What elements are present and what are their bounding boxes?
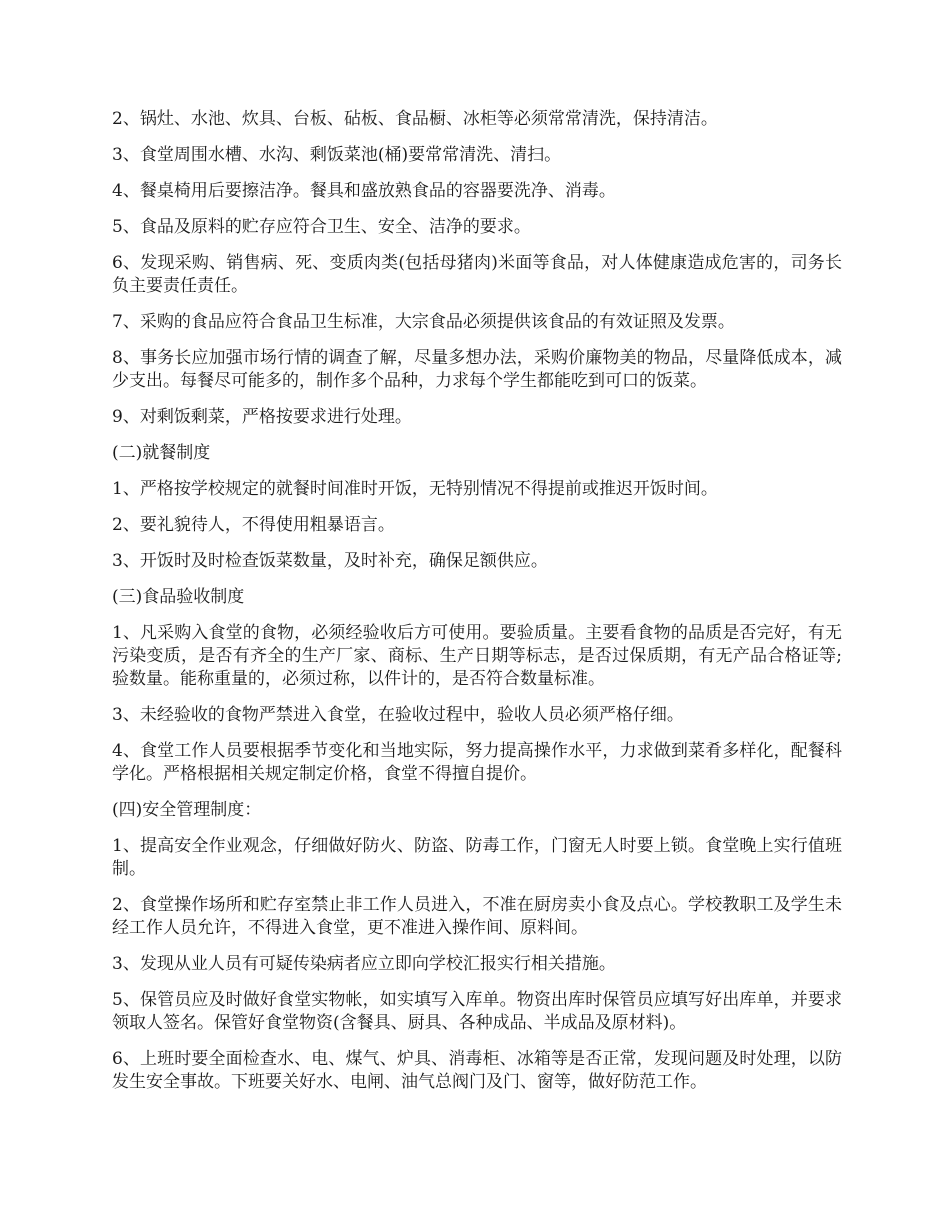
paragraph-hygiene-3: 3、食堂周围水槽、水沟、剩饭菜池(桶)要常常清洗、清扫。 xyxy=(112,145,562,165)
section-heading-inspection: (三)食品验收制度 xyxy=(112,587,245,607)
paragraph-dining-3: 3、开饭时及时检查饭菜数量，及时补充，确保足额供应。 xyxy=(112,551,548,571)
paragraph-dining-2: 2、要礼貌待人，不得使用粗暴语言。 xyxy=(112,515,395,535)
paragraph-hygiene-5: 5、食品及原料的贮存应符合卫生、安全、洁净的要求。 xyxy=(112,217,531,237)
paragraph-hygiene-8: 8、事务长应加强市场行情的调查了解，尽量多想办法，采购价廉物美的物品，尽量降低成本，减少支出。每餐尽可能多的，制作多个品种，力求每个学生都能吃到可口的饭菜。 xyxy=(112,348,842,391)
paragraph-hygiene-7: 7、采购的食品应符合食品卫生标准，大宗食品必须提供该食品的有效证照及发票。 xyxy=(112,312,735,332)
paragraph-safety-2: 2、食堂操作场所和贮存室禁止非工作人员进入，不准在厨房卖小食及点心。学校教职工及学生未经工作人员允许，不得进入食堂，更不准进入操作间、原料间。 xyxy=(112,895,842,938)
paragraph-safety-3: 3、发现从业人员有可疑传染病者应立即向学校汇报实行相关措施。 xyxy=(112,954,616,974)
paragraph-hygiene-4: 4、餐桌椅用后要擦洁净。餐具和盛放熟食品的容器要洗净、消毒。 xyxy=(112,181,616,201)
paragraph-inspection-4: 4、食堂工作人员要根据季节变化和当地实际，努力提高操作水平，力求做到菜肴多样化，配餐科学化。严格根据相关规定制定价格，食堂不得擅自提价。 xyxy=(112,741,842,784)
section-heading-safety: (四)安全管理制度： xyxy=(112,800,262,820)
paragraph-hygiene-6: 6、发现采购、销售病、死、变质肉类(包括母猪肉)米面等食品，对人体健康造成危害的，司务长负主要责任责任。 xyxy=(112,253,842,296)
paragraph-hygiene-2: 2、锅灶、水池、炊具、台板、砧板、食品橱、冰柜等必须常常清洗，保持清洁。 xyxy=(112,109,718,129)
paragraph-inspection-3: 3、未经验收的食物严禁进入食堂，在验收过程中，验收人员必须严格仔细。 xyxy=(112,705,684,725)
paragraph-inspection-1: 1、凡采购入食堂的食物，必须经验收后方可使用。要验质量。主要看食物的品质是否完好，有无污染变质，是否有齐全的生产厂家、商标、生产日期等标志，是否过保质期，有无产品合格证等;验数量。能称重量的，必须过称，以件计的，是否符合数量标准。 xyxy=(112,623,842,689)
paragraph-safety-6: 6、上班时要全面检查水、电、煤气、炉具、消毒柜、冰箱等是否正常，发现问题及时处理，以防发生安全事故。下班要关好水、电闸、油气总阀门及门、窗等，做好防范工作。 xyxy=(112,1049,842,1092)
paragraph-dining-1: 1、严格按学校规定的就餐时间准时开饭，无特别情况不得提前或推迟开饭时间。 xyxy=(112,479,718,499)
section-heading-dining: (二)就餐制度 xyxy=(112,443,211,463)
paragraph-hygiene-9: 9、对剩饭剩菜，严格按要求进行处理。 xyxy=(112,407,412,427)
paragraph-safety-1: 1、提高安全作业观念，仔细做好防火、防盗、防毒工作，门窗无人时要上锁。食堂晚上实行值班制。 xyxy=(112,836,842,879)
paragraph-safety-5: 5、保管员应及时做好食堂实物帐，如实填写入库单。物资出库时保管员应填写好出库单，并要求领取人签名。保管好食堂物资(含餐具、厨具、各种成品、半成品及原材料)。 xyxy=(112,990,842,1033)
document-body xyxy=(112,108,842,1107)
